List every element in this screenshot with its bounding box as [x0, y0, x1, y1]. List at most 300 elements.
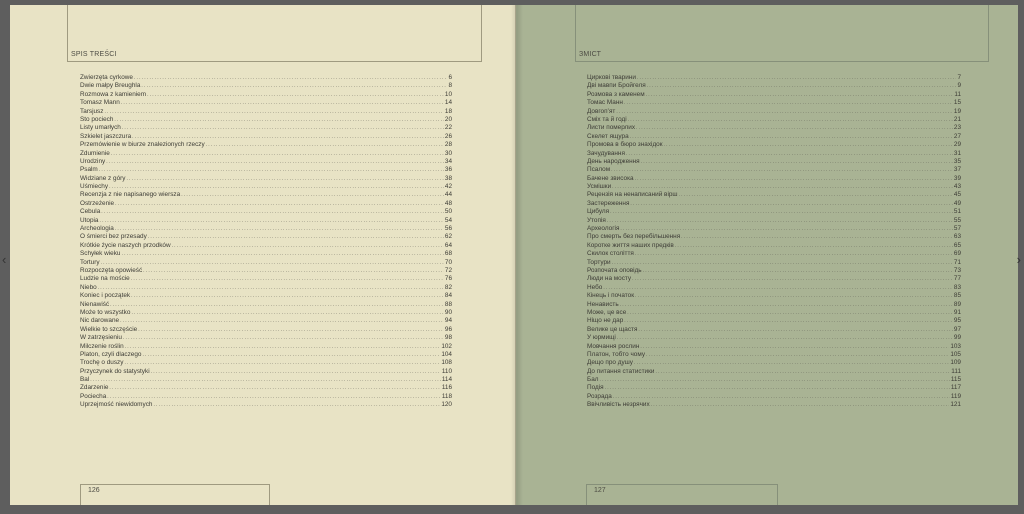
- toc-dot-leader: [646, 351, 949, 359]
- toc-entry-title: Бал: [587, 376, 599, 384]
- toc-entry-page: 98: [444, 334, 452, 342]
- toc-entry: [587, 124, 961, 132]
- toc-entry-title: Мовчання рослин: [587, 342, 640, 350]
- toc-dot-leader: [147, 91, 444, 99]
- toc-entry-page: 72: [444, 266, 452, 274]
- toc-dot-leader: [651, 401, 950, 409]
- toc-entry-title: Ввічливість незрячих: [587, 401, 650, 409]
- toc-entry: [587, 82, 961, 90]
- toc-entry: [587, 292, 961, 300]
- toc-dot-leader: [616, 108, 953, 116]
- toc-entry-title: Wielkie to szczęście: [80, 325, 138, 333]
- toc-dot-leader: [142, 351, 440, 359]
- toc-dot-leader: [115, 200, 444, 208]
- toc-entry: [587, 393, 961, 401]
- toc-entry-page: 35: [953, 157, 961, 165]
- toc-entry: [80, 334, 452, 342]
- toc-entry-page: 117: [950, 384, 961, 392]
- toc-dot-leader: [641, 158, 953, 166]
- toc-entry-title: Zwierzęta cyrkowe: [80, 74, 133, 81]
- toc-entry-page: 89: [953, 300, 961, 308]
- toc-dot-leader: [603, 284, 953, 292]
- left-page-header: SPIS TREŚCI: [71, 51, 117, 58]
- toc-entry: [587, 250, 961, 258]
- toc-entry-title: У юрмищі: [587, 334, 616, 342]
- toc-entry-title: Усмішки: [587, 183, 612, 191]
- toc-entry: [587, 368, 961, 376]
- toc-entry: [80, 275, 452, 283]
- toc-entry-title: Bal: [80, 376, 90, 384]
- toc-dot-leader: [172, 242, 444, 250]
- toc-entry-page: 69: [953, 250, 961, 258]
- toc-entry: [80, 284, 452, 292]
- toc-dot-leader: [634, 359, 949, 367]
- toc-entry-page: 83: [953, 283, 961, 291]
- toc-entry: [587, 343, 961, 351]
- toc-entry-page: 19: [953, 107, 961, 115]
- toc-entry-page: 9: [957, 82, 961, 90]
- toc-entry: [80, 393, 452, 401]
- toc-entry: [80, 233, 452, 241]
- toc-entry-title: Tortury: [80, 258, 100, 266]
- right-footer-box: [586, 484, 778, 505]
- toc-entry-page: 85: [953, 292, 961, 300]
- toc-dot-leader: [104, 108, 443, 116]
- toc-entry-page: 28: [444, 141, 452, 149]
- toc-dot-leader: [143, 267, 444, 275]
- toc-entry-title: Pociecha: [80, 392, 107, 400]
- toc-entry: [587, 108, 961, 116]
- toc-entry-page: 118: [441, 392, 452, 400]
- toc-entry: [587, 116, 961, 124]
- toc-dot-leader: [181, 191, 444, 199]
- toc-dot-leader: [138, 326, 444, 334]
- toc-dot-leader: [630, 133, 953, 141]
- toc-entry-title: Rozmowa z kamieniem: [80, 90, 147, 98]
- toc-dot-leader: [624, 317, 953, 325]
- toc-dot-leader: [99, 166, 444, 174]
- toc-entry: [80, 317, 452, 325]
- toc-entry-title: Розрада: [587, 392, 612, 400]
- toc-dot-leader: [98, 284, 444, 292]
- toc-entry-page: 115: [950, 376, 961, 384]
- toc-entry: [587, 284, 961, 292]
- toc-dot-leader: [125, 343, 441, 351]
- right-page-header: ЗМІСТ: [579, 51, 602, 58]
- toc-dot-leader: [612, 259, 953, 267]
- toc-entry: [587, 133, 961, 141]
- toc-entry-title: Tomasz Mann: [80, 99, 120, 107]
- toc-dot-leader: [681, 233, 953, 241]
- toc-entry-page: 55: [953, 216, 961, 224]
- toc-entry-title: Люди на мосту: [587, 275, 632, 283]
- toc-entry-page: 62: [444, 233, 452, 241]
- toc-entry-title: Листи померлих: [587, 124, 636, 132]
- toc-entry: [80, 259, 452, 267]
- toc-entry-page: 121: [950, 401, 961, 409]
- toc-entry: [80, 351, 452, 359]
- book-spine: [511, 5, 523, 505]
- toc-entry: [80, 250, 452, 258]
- toc-entry-title: Ludzie na moście: [80, 275, 130, 283]
- toc-entry-page: 102: [441, 342, 452, 350]
- toc-dot-leader: [611, 166, 953, 174]
- toc-entry-title: Utopia: [80, 216, 99, 224]
- toc-entry-page: 57: [953, 225, 961, 233]
- toc-dot-leader: [90, 376, 441, 384]
- toc-dot-leader: [122, 250, 444, 258]
- toc-entry: [80, 359, 452, 367]
- toc-entry-page: 91: [953, 308, 961, 316]
- toc-entry-page: 14: [444, 99, 452, 107]
- toc-dot-leader: [134, 74, 448, 82]
- toc-entry: [587, 384, 961, 392]
- toc-entry-page: 120: [441, 401, 452, 409]
- toc-entry: [587, 91, 961, 99]
- toc-entry-title: Псалом: [587, 166, 611, 174]
- toc-dot-leader: [122, 124, 444, 132]
- toc-entry-title: Widziane z góry: [80, 174, 126, 182]
- toc-entry-page: 43: [953, 183, 961, 191]
- toc-dot-leader: [610, 208, 953, 216]
- toc-entry-page: 96: [444, 325, 452, 333]
- toc-entry-title: Może to wszystko: [80, 308, 131, 316]
- toc-entry: [80, 108, 452, 116]
- toc-entry-page: 76: [444, 275, 452, 283]
- toc-entry-page: 65: [953, 241, 961, 249]
- toc-entry-title: Циркові тварини: [587, 74, 636, 81]
- toc-entry-page: 38: [444, 174, 452, 182]
- toc-entry-page: 54: [444, 216, 452, 224]
- toc-entry-page: 64: [444, 241, 452, 249]
- toc-entry: [587, 359, 961, 367]
- toc-entry: [587, 200, 961, 208]
- toc-entry: [80, 242, 452, 250]
- toc-entry-page: 34: [444, 157, 452, 165]
- toc-entry: [587, 166, 961, 174]
- toc-dot-leader: [599, 376, 949, 384]
- toc-entry: [80, 158, 452, 166]
- left-page: [10, 5, 516, 505]
- toc-entry-title: Рецензія на ненаписаний вірш: [587, 191, 678, 199]
- toc-entry-page: 97: [953, 325, 961, 333]
- toc-entry-title: Дещо про душу: [587, 359, 633, 367]
- toc-entry-title: Дві мавпи Бройгеля: [587, 82, 646, 90]
- toc-dot-leader: [626, 150, 953, 158]
- toc-entry: [587, 275, 961, 283]
- toc-entry: [587, 334, 961, 342]
- left-header-box: [67, 5, 482, 62]
- toc-entry-title: Rozpoczęta opowieść: [80, 266, 143, 274]
- toc-dot-leader: [630, 200, 952, 208]
- toc-entry-page: 116: [441, 384, 452, 392]
- toc-dot-leader: [679, 191, 953, 199]
- toc-entry-page: 105: [950, 350, 961, 358]
- toc-entry-page: 50: [444, 208, 452, 216]
- toc-entry-title: Schyłek wieku: [80, 250, 121, 258]
- toc-dot-leader: [110, 301, 444, 309]
- left-footer-box: [80, 484, 270, 505]
- toc-dot-leader: [151, 368, 441, 376]
- toc-entry-page: 114: [441, 376, 452, 384]
- toc-entry-title: Sto pociech: [80, 115, 114, 123]
- toc-entry: [80, 183, 452, 191]
- toc-entry-page: 23: [953, 124, 961, 132]
- toc-dot-leader: [627, 309, 953, 317]
- toc-entry-page: 6: [448, 74, 452, 81]
- toc-dot-leader: [638, 326, 952, 334]
- toc-entry-title: Платон, тобто чому: [587, 350, 646, 358]
- toc-entry: [80, 150, 452, 158]
- toc-entry: [80, 191, 452, 199]
- toc-entry-title: Тортури: [587, 258, 611, 266]
- toc-entry: [80, 376, 452, 384]
- toc-entry: [587, 158, 961, 166]
- toc-entry-title: Велике це щастя: [587, 325, 638, 333]
- toc-dot-leader: [106, 158, 444, 166]
- toc-entry-title: Tarsjusz: [80, 107, 104, 115]
- toc-entry-title: Бачене звисока: [587, 174, 634, 182]
- toc-entry-page: 22: [444, 124, 452, 132]
- left-table-of-contents: [80, 74, 452, 410]
- toc-entry-page: 42: [444, 183, 452, 191]
- toc-dot-leader: [109, 183, 444, 191]
- toc-entry: [587, 217, 961, 225]
- toc-entry: [80, 292, 452, 300]
- toc-dot-leader: [120, 317, 444, 325]
- toc-entry: [80, 301, 452, 309]
- toc-entry: [587, 326, 961, 334]
- toc-entry: [587, 259, 961, 267]
- toc-entry: [80, 200, 452, 208]
- toc-entry: [587, 317, 961, 325]
- toc-entry-title: Zdumienie: [80, 149, 110, 157]
- toc-entry-title: Небо: [587, 283, 603, 291]
- toc-entry-title: Сміх та й годі: [587, 115, 627, 123]
- toc-entry-page: 26: [444, 132, 452, 140]
- toc-dot-leader: [635, 175, 953, 183]
- toc-entry-page: 11: [954, 90, 961, 98]
- toc-entry-title: Скелет ящура: [587, 132, 629, 140]
- toc-entry: [587, 376, 961, 384]
- toc-entry-page: 119: [950, 392, 961, 400]
- toc-dot-leader: [123, 334, 444, 342]
- toc-entry-page: 56: [444, 225, 452, 233]
- toc-entry-page: 30: [444, 149, 452, 157]
- toc-entry-title: День народження: [587, 157, 640, 165]
- toc-dot-leader: [206, 141, 444, 149]
- toc-entry-title: Може, це все: [587, 308, 627, 316]
- toc-dot-leader: [613, 393, 950, 401]
- toc-dot-leader: [636, 124, 953, 132]
- toc-entry-title: Розпочата оповідь: [587, 266, 642, 274]
- toc-dot-leader: [109, 384, 440, 392]
- toc-entry: [80, 267, 452, 275]
- toc-entry-page: 7: [957, 74, 961, 81]
- toc-entry-title: Промова в бюро знахідок: [587, 141, 663, 149]
- toc-entry: [587, 208, 961, 216]
- toc-dot-leader: [107, 393, 441, 401]
- toc-entry-page: 104: [441, 350, 452, 358]
- toc-entry: [80, 368, 452, 376]
- toc-entry-title: Uśmiechy: [80, 183, 109, 191]
- toc-entry-title: Dwie małpy Breughla: [80, 82, 141, 90]
- toc-entry-title: Про смерть без перебільшення: [587, 233, 681, 241]
- toc-dot-leader: [115, 225, 444, 233]
- toc-entry-title: Скилок століття: [587, 250, 634, 258]
- toc-entry: [587, 99, 961, 107]
- toc-entry: [80, 401, 452, 409]
- toc-entry: [80, 82, 452, 90]
- toc-entry-page: 109: [950, 359, 961, 367]
- toc-entry-page: 21: [953, 115, 961, 123]
- toc-dot-leader: [647, 82, 957, 90]
- toc-entry-page: 44: [444, 191, 452, 199]
- right-page: [516, 5, 1018, 505]
- toc-dot-leader: [605, 384, 950, 392]
- toc-entry-title: Uprzejmość niewidomych: [80, 401, 153, 409]
- toc-entry-page: 45: [953, 191, 961, 199]
- chevron-left-icon[interactable]: ‹: [2, 252, 7, 267]
- toc-entry: [80, 166, 452, 174]
- toc-entry-title: O śmierci bez przesady: [80, 233, 147, 241]
- toc-entry-page: 99: [953, 334, 961, 342]
- toc-entry-title: Ніщо не дар: [587, 317, 624, 325]
- toc-dot-leader: [635, 292, 953, 300]
- toc-entry-title: Przyczynek do statystyki: [80, 367, 150, 375]
- toc-dot-leader: [131, 292, 444, 300]
- toc-dot-leader: [632, 275, 953, 283]
- toc-entry: [587, 150, 961, 158]
- toc-dot-leader: [121, 99, 444, 107]
- toc-entry: [80, 141, 452, 149]
- toc-entry-title: Ненависть: [587, 300, 619, 308]
- toc-entry-title: Koniec i początek: [80, 292, 131, 300]
- toc-entry-title: W zatrzęsieniu: [80, 334, 122, 342]
- toc-entry-page: 39: [953, 174, 961, 182]
- toc-dot-leader: [643, 267, 953, 275]
- toc-entry: [587, 401, 961, 409]
- toc-dot-leader: [624, 99, 953, 107]
- toc-entry: [80, 309, 452, 317]
- toc-entry-page: 108: [441, 359, 452, 367]
- toc-entry: [80, 208, 452, 216]
- toc-dot-leader: [132, 133, 444, 141]
- toc-entry-title: Krótkie życie naszych przodków: [80, 241, 171, 249]
- toc-entry-title: Утопія: [587, 216, 606, 224]
- toc-dot-leader: [637, 74, 957, 82]
- toc-dot-leader: [640, 343, 949, 351]
- toc-entry-page: 95: [953, 317, 961, 325]
- right-table-of-contents: [587, 74, 961, 410]
- toc-entry-title: Подія: [587, 384, 604, 392]
- toc-dot-leader: [101, 259, 444, 267]
- toc-entry-title: Nienawiść: [80, 300, 110, 308]
- toc-entry: [587, 191, 961, 199]
- toc-entry-page: 36: [444, 166, 452, 174]
- toc-dot-leader: [628, 116, 953, 124]
- toc-entry-page: 37: [953, 166, 961, 174]
- toc-entry: [587, 233, 961, 241]
- toc-entry-page: 77: [953, 275, 961, 283]
- toc-entry: [80, 99, 452, 107]
- toc-entry-page: 51: [953, 208, 961, 216]
- toc-entry-title: Recenzja z nie napisanego wiersza: [80, 191, 181, 199]
- toc-entry: [587, 141, 961, 149]
- toc-entry-title: Trochę o duszy: [80, 359, 124, 367]
- toc-entry: [587, 175, 961, 183]
- toc-entry-page: 111: [951, 367, 961, 375]
- toc-entry-page: 8: [448, 82, 452, 90]
- chevron-right-icon[interactable]: ›: [1016, 252, 1021, 267]
- toc-entry-title: До питання статистики: [587, 367, 655, 375]
- toc-entry-title: Довгоп’ят: [587, 107, 616, 115]
- toc-entry: [80, 124, 452, 132]
- toc-dot-leader: [620, 301, 953, 309]
- toc-entry-title: Urodziny: [80, 157, 106, 165]
- toc-entry: [587, 301, 961, 309]
- toc-entry-title: Томас Манн: [587, 99, 623, 107]
- toc-entry-title: Cebula: [80, 208, 101, 216]
- toc-entry-page: 103: [950, 342, 961, 350]
- toc-entry: [587, 309, 961, 317]
- toc-entry-page: 73: [953, 266, 961, 274]
- toc-entry: [80, 133, 452, 141]
- toc-entry: [80, 175, 452, 183]
- toc-entry: [80, 217, 452, 225]
- toc-entry-page: 18: [444, 107, 452, 115]
- toc-entry-title: Зачудування: [587, 149, 625, 157]
- toc-entry-title: Zdarzenie: [80, 384, 109, 392]
- toc-dot-leader: [141, 82, 447, 90]
- toc-entry: [80, 91, 452, 99]
- toc-dot-leader: [124, 359, 440, 367]
- toc-dot-leader: [148, 233, 444, 241]
- toc-entry-title: Коротке життя наших предків: [587, 241, 674, 249]
- toc-entry-title: Цибуля: [587, 208, 610, 216]
- toc-entry: [80, 225, 452, 233]
- toc-entry-page: 49: [953, 199, 961, 207]
- toc-dot-leader: [153, 401, 440, 409]
- toc-entry-title: Кінець і початок: [587, 292, 635, 300]
- toc-entry: [80, 74, 452, 82]
- toc-entry-title: Platon, czyli dlaczego: [80, 350, 142, 358]
- toc-entry-page: 88: [444, 300, 452, 308]
- toc-dot-leader: [99, 217, 443, 225]
- right-header-box: [575, 5, 989, 62]
- toc-dot-leader: [655, 368, 950, 376]
- toc-dot-leader: [607, 217, 953, 225]
- toc-entry-title: Застереження: [587, 199, 630, 207]
- toc-entry-page: 20: [444, 115, 452, 123]
- toc-entry-page: 31: [953, 149, 961, 157]
- toc-dot-leader: [646, 91, 954, 99]
- toc-entry-page: 63: [953, 233, 961, 241]
- toc-entry: [587, 267, 961, 275]
- toc-dot-leader: [131, 309, 443, 317]
- toc-entry: [80, 343, 452, 351]
- toc-dot-leader: [635, 250, 953, 258]
- right-page-number: 127: [594, 487, 606, 494]
- toc-entry-page: 70: [444, 258, 452, 266]
- toc-dot-leader: [675, 242, 953, 250]
- toc-entry-title: Розмова з каменем: [587, 90, 645, 98]
- toc-entry-title: Listy umarłych: [80, 124, 121, 132]
- toc-entry-title: Археологія: [587, 225, 620, 233]
- toc-dot-leader: [131, 275, 444, 283]
- toc-entry-page: 90: [444, 308, 452, 316]
- toc-entry-page: 71: [953, 258, 961, 266]
